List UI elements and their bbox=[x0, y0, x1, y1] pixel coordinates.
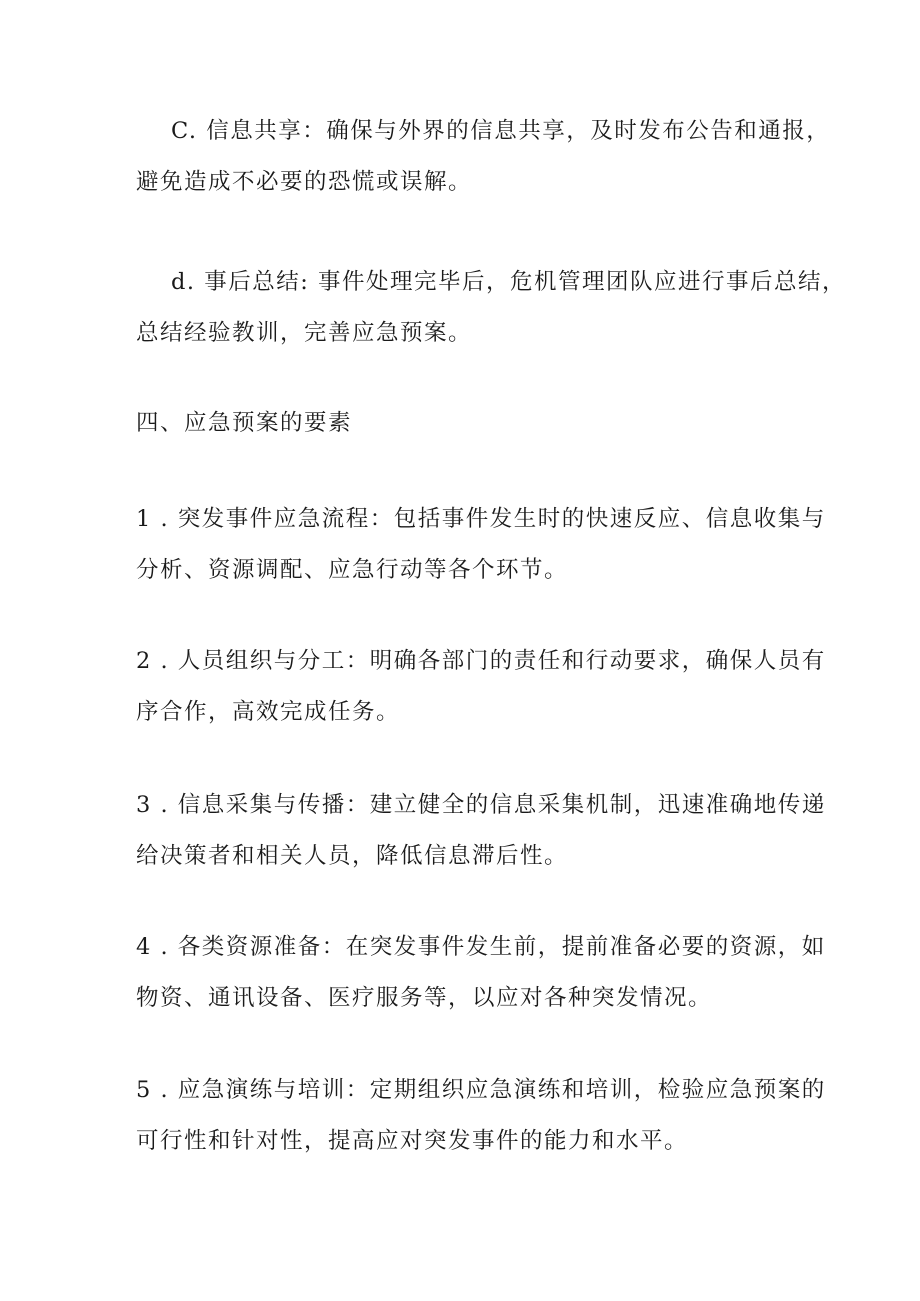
list-item-line: 2 . 人员组织与分工：明确各部门的责任和行动要求，确保人员有 bbox=[136, 648, 826, 674]
list-item-line: 1 . 突发事件应急流程：包括事件发生时的快速反应、信息收集与 bbox=[136, 506, 826, 532]
paragraph-post-event-summary bbox=[136, 257, 846, 359]
paragraph-line: d. 事后总结: 事件处理完毕后，危机管理团队应进行事后总结， bbox=[171, 269, 846, 295]
paragraph-line: 总结经验教训，完善应急预案。 bbox=[136, 320, 473, 346]
list-item-line: 可行性和针对性，提高应对突发事件的能力和水平。 bbox=[136, 1128, 689, 1154]
paragraph-info-sharing bbox=[136, 106, 831, 208]
list-item-line: 3 . 信息采集与传播：建立健全的信息采集机制，迅速准确地传递 bbox=[136, 792, 826, 818]
list-item-line: 4 . 各类资源准备：在突发事件发生前，提前准备必要的资源，如 bbox=[136, 934, 826, 960]
list-item-line: 给决策者和相关人员，降低信息滞后性。 bbox=[136, 843, 569, 869]
paragraph-line: C. 信息共享：确保与外界的信息共享，及时发布公告和通报， bbox=[171, 118, 831, 144]
list-item-5 bbox=[136, 1065, 826, 1167]
list-item-3 bbox=[136, 780, 826, 882]
list-item-line: 序合作，高效完成任务。 bbox=[136, 699, 401, 725]
paragraph-line: 避免造成不必要的恐慌或误解。 bbox=[136, 169, 473, 195]
list-item-line: 物资、通讯设备、医疗服务等，以应对各种突发情况。 bbox=[136, 985, 713, 1011]
section-heading: 四、应急预案的要素 bbox=[136, 410, 353, 436]
list-item-line: 5 . 应急演练与培训：定期组织应急演练和培训，检验应急预案的 bbox=[136, 1077, 826, 1103]
list-item-4 bbox=[136, 922, 826, 1024]
list-item-1 bbox=[136, 494, 826, 596]
list-item-2 bbox=[136, 636, 826, 738]
list-item-line: 分析、资源调配、应急行动等各个环节。 bbox=[136, 557, 569, 583]
